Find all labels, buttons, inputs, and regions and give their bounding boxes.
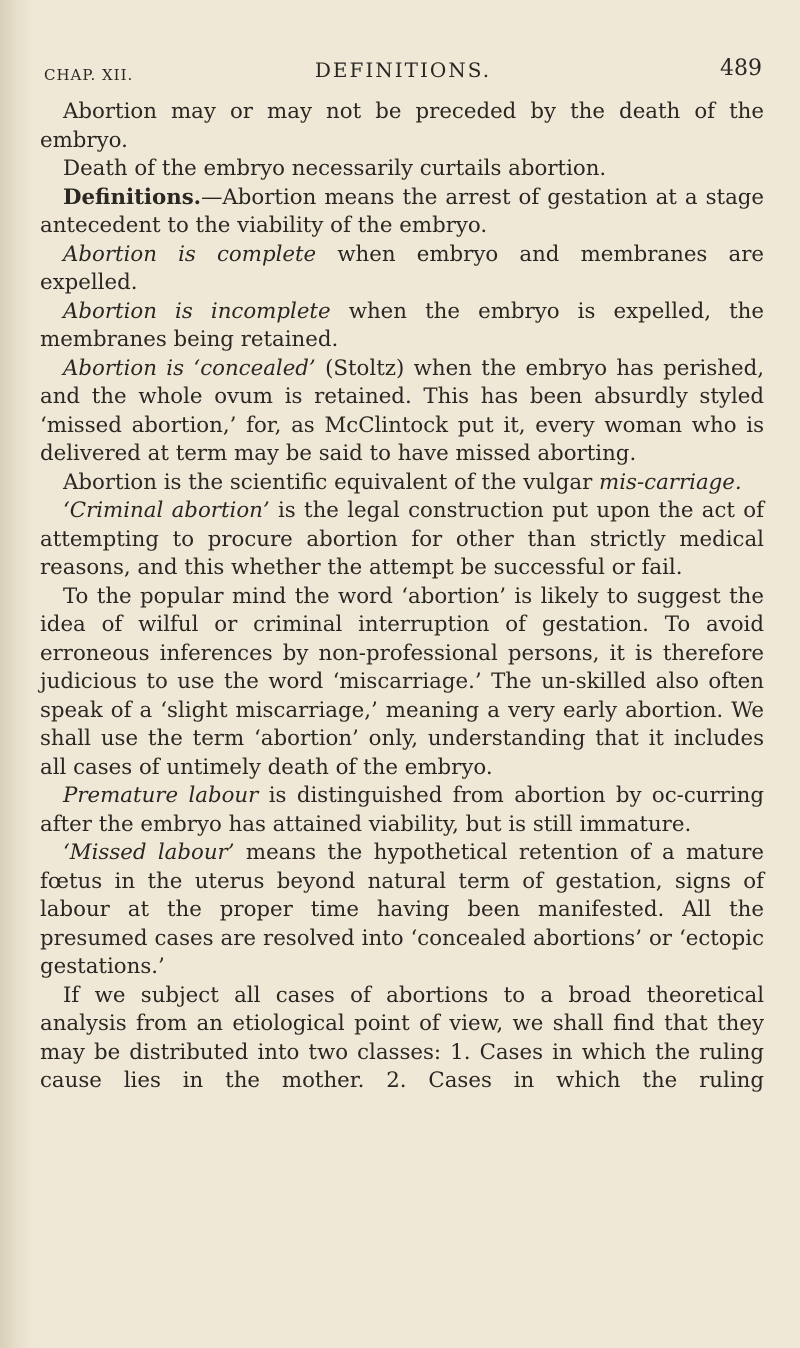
paragraph xyxy=(40,298,764,355)
text-run: Abortion may or may not be preceded by the death of the embryo. xyxy=(40,99,764,153)
text-run: when the embryo is expelled, the membranes being retained. xyxy=(40,298,765,352)
term: Premature labour xyxy=(63,783,259,808)
definitions-heading: Definitions. xyxy=(63,184,202,210)
paragraph xyxy=(40,98,764,155)
running-title: DEFINITIONS. xyxy=(314,58,492,82)
term: Abortion is ‘concealed’ xyxy=(63,355,316,381)
term: Abortion is complete xyxy=(63,241,317,267)
paragraph xyxy=(40,782,764,839)
paragraph xyxy=(40,982,764,1096)
term: mis-carriage. xyxy=(599,469,742,495)
term: ‘Criminal abortion’ xyxy=(63,498,270,523)
paragraph xyxy=(40,241,764,298)
page-gutter-shadow xyxy=(0,0,34,1348)
page-number: 489 xyxy=(720,56,762,81)
term: Abortion is incomplete xyxy=(63,298,331,324)
paragraph xyxy=(40,583,764,783)
term: ‘Missed labour’ xyxy=(63,840,235,865)
paragraph xyxy=(40,497,764,583)
text-run: is distinguished from abortion by oc-curring after the embryo has attained viability, but is still immature. xyxy=(40,783,765,837)
text-run: If we subject all cases of abortions to a broad theoretical analysis from an etiological point of view, we shall find that they may be distributed into two classes: 1. Cases in which the ruling cause lies in the mother. 2. Cases in which the ruling xyxy=(40,982,764,1093)
body-text xyxy=(40,98,764,1096)
paragraph xyxy=(40,155,764,184)
text-run: Death of the embryo necessarily curtails abortion. xyxy=(63,156,607,181)
running-header xyxy=(44,54,762,86)
paragraph xyxy=(40,469,764,498)
paragraph xyxy=(40,839,764,982)
text-run: To the popular mind the word ‘abortion’ is likely to suggest the idea of wilful or criminal interruption of gestation. To avoid erroneous inferences by non-professional persons, it is therefore judicious to use the word ‘miscarriage.’ The un-skilled also often speak of a ‘slight miscarriage,’ meaning a very early abortion. We shall use the term ‘abortion’ only, understanding that it includes all cases of untimely death of the embryo. xyxy=(40,583,764,780)
paragraph xyxy=(40,355,764,469)
text-run: —Abortion means the arrest of gestation at a stage antecedent to the viability of the embryo. xyxy=(40,184,764,238)
paragraph xyxy=(40,184,764,241)
text-run: (Stoltz) when the embryo has perished, and the whole ovum is retained. This has been absurdly styled ‘missed abortion,’ for, as McClintock put it, every woman who is delivered at term may be said to have missed aborting. xyxy=(40,355,765,466)
chapter-label: CHAP. XII. xyxy=(44,66,134,84)
text-run: Abortion is the scientific equivalent of the vulgar xyxy=(63,469,600,495)
text-run: when embryo and membranes are expelled. xyxy=(40,241,764,295)
text-run: means the hypothetical retention of a mature fœtus in the uterus beyond natural term of gestation, signs of labour at the proper time having been manifested. All the presumed cases are resolved into ‘concealed abortions’ or ‘ectopic gestations.’ xyxy=(40,840,764,979)
text-run: is the legal construction put upon the act of attempting to procure abortion for other than strictly medical reasons, and this whether the attempt be successful or fail. xyxy=(40,498,764,580)
